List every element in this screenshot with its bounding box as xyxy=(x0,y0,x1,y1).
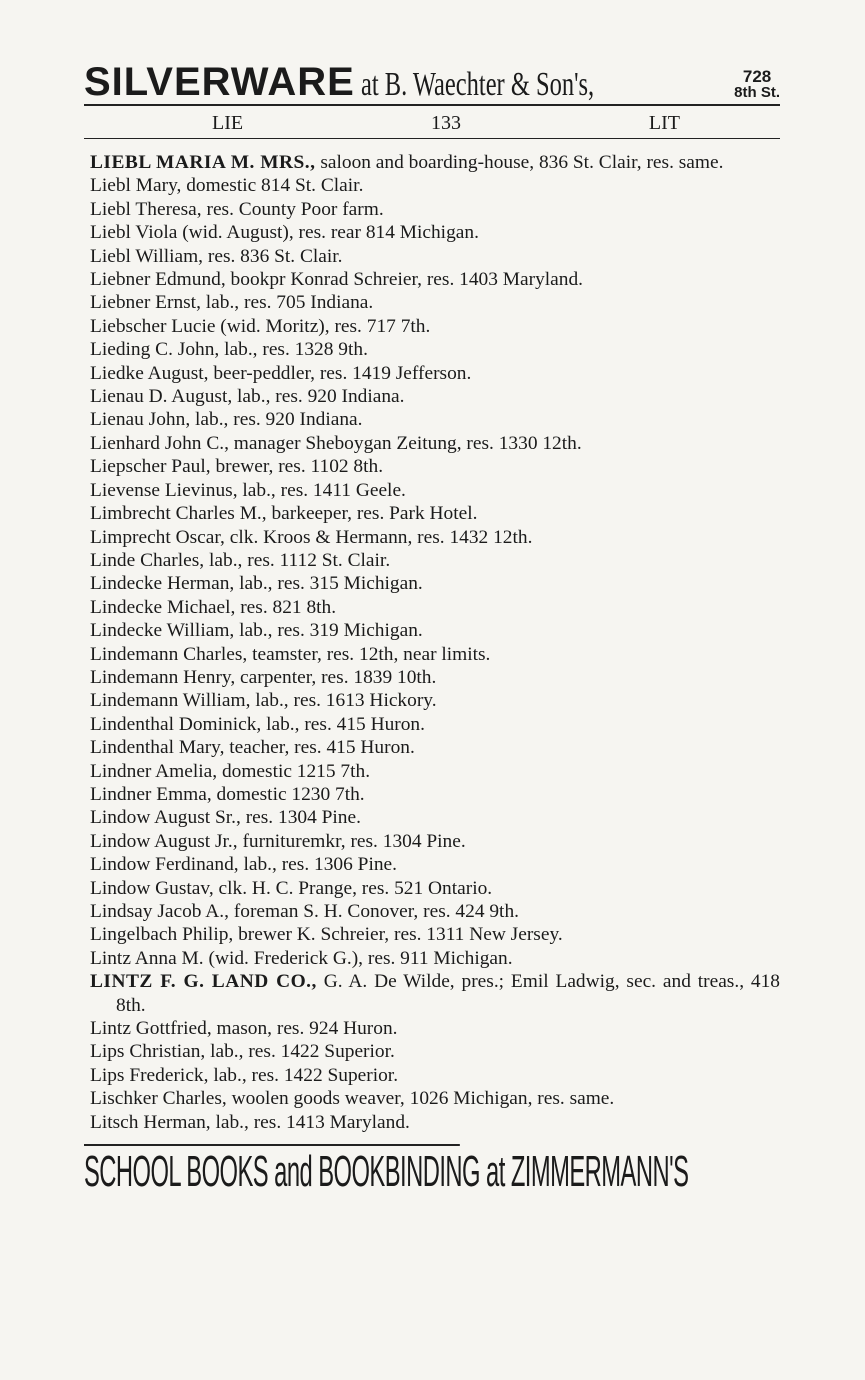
entry-name: Lips Christian, xyxy=(90,1041,206,1063)
entry-details: domestic 1215 7th. xyxy=(217,760,371,782)
ad-address-street: 8th St. xyxy=(734,84,780,101)
directory-entry xyxy=(84,1017,780,1040)
entry-details: lab., res. 315 Michigan. xyxy=(234,573,423,595)
entry-name: Lips Frederick, xyxy=(90,1064,209,1086)
running-head xyxy=(84,106,780,139)
entry-name: Lienau John, xyxy=(90,409,191,431)
directory-entry xyxy=(84,689,780,712)
directory-entry xyxy=(84,947,780,970)
directory-entry xyxy=(84,1064,780,1087)
directory-entry xyxy=(84,643,780,666)
directory-entry xyxy=(84,151,780,174)
directory-page xyxy=(84,50,780,1197)
entry-name: Lindsay Jacob A., xyxy=(90,901,229,922)
directory-entry xyxy=(84,338,780,361)
entry-details: domestic 814 St. Clair. xyxy=(181,175,364,197)
entry-details: res. 1304 Pine. xyxy=(240,807,361,829)
entry-name: Lindecke Herman, xyxy=(90,573,235,595)
entry-name: Limbrecht Charles M., xyxy=(90,503,267,525)
directory-entry xyxy=(84,572,780,595)
entry-name: Liebscher Lucie xyxy=(90,315,216,337)
directory-entries xyxy=(84,151,780,1134)
directory-entry xyxy=(84,806,780,829)
entry-name: Limprecht Oscar, xyxy=(90,526,225,548)
entry-name: Lienhard John C., xyxy=(90,432,229,454)
directory-entry xyxy=(84,1040,780,1063)
entry-details: clk. H. C. Prange, res. 521 Ontario. xyxy=(213,877,493,899)
entry-name: Lienau D. August, xyxy=(90,386,233,408)
directory-entry xyxy=(84,713,780,736)
directory-entry xyxy=(84,900,780,923)
entry-details: lab., res. 1413 Maryland. xyxy=(210,1111,410,1133)
entry-details: lab., res. 1112 St. Clair. xyxy=(204,549,391,571)
entry-details: domestic 1230 7th. xyxy=(211,783,365,805)
entry-details: lab., res. 1306 Pine. xyxy=(238,854,397,876)
entry-name: Litsch Herman, xyxy=(90,1111,211,1133)
page-number: 133 xyxy=(431,112,461,134)
entry-name: Liebner Edmund, xyxy=(90,269,226,291)
directory-entry xyxy=(84,408,780,431)
entry-details: saloon and boarding-house, 836 St. Clair, res. same. xyxy=(315,152,724,173)
entry-details: lab., res. 1422 Superior. xyxy=(205,1041,395,1063)
directory-entry xyxy=(84,174,780,197)
ad-keyword: SILVERWARE xyxy=(84,60,355,104)
directory-entry xyxy=(84,502,780,525)
entry-name: Liebl Viola xyxy=(90,222,178,244)
entry-details: teacher, res. 415 Huron. xyxy=(224,737,415,759)
directory-entry xyxy=(84,596,780,619)
entry-name: Liepscher Paul, xyxy=(90,456,211,478)
entry-name: Lindemann Charles, xyxy=(90,643,248,665)
directory-entry xyxy=(84,479,780,502)
entry-details: lab., res. 1613 Hickory. xyxy=(250,690,437,712)
directory-entry xyxy=(84,291,780,314)
entry-name: Linde Charles, xyxy=(90,549,205,571)
entry-details: G. A. De Wilde, pres.; Emil Ladwig, sec. and treas., 418 8th. xyxy=(116,971,780,1016)
entry-details: lab., res. 705 Indiana. xyxy=(200,292,374,314)
entry-name: Lindner Emma, xyxy=(90,783,212,805)
entry-details: manager Sheboygan Zeitung, res. 1330 12th. xyxy=(228,432,582,454)
entry-name: Lindow August Jr., xyxy=(90,830,238,852)
entry-name: Liebl Mary, xyxy=(90,175,182,197)
entry-name: Liebl Theresa, xyxy=(90,198,202,220)
directory-entry xyxy=(84,666,780,689)
entry-details: brewer, res. 1102 8th. xyxy=(210,456,384,478)
guide-word-left: LIE xyxy=(212,112,244,134)
entry-name: Lischker Charles, xyxy=(90,1088,227,1110)
entry-name: Lindemann Henry, xyxy=(90,666,236,688)
directory-entry xyxy=(84,315,780,338)
entry-name: Lievense Lievinus, xyxy=(90,479,238,501)
entry-details: (wid. August), res. rear 814 Michigan. xyxy=(177,222,479,244)
entry-details: lab., res. 415 Huron. xyxy=(261,713,425,735)
entry-name: Lindenthal Dominick, xyxy=(90,713,262,735)
directory-entry xyxy=(84,970,780,1017)
directory-entry xyxy=(84,549,780,572)
entry-details: clk. Kroos & Hermann, res. 1432 12th. xyxy=(224,526,533,548)
entry-name: Lindow Gustav, xyxy=(90,877,214,899)
entry-details: teamster, res. 12th, near limits. xyxy=(247,643,491,665)
entry-details: barkeeper, res. Park Hotel. xyxy=(266,503,478,525)
entry-details: bookpr Konrad Schreier, res. 1403 Maryland. xyxy=(225,269,584,291)
entry-details: res. County Poor farm. xyxy=(201,198,384,220)
entry-name: Lindecke William, xyxy=(90,620,235,642)
entry-details: furnituremkr, res. 1304 Pine. xyxy=(237,830,466,852)
entry-details: lab., res. 920 Indiana. xyxy=(190,409,363,431)
footer-advertisement: SCHOOL BOOKS and BOOKBINDING at ZIMMERMANN'S xyxy=(84,1144,460,1194)
directory-entry xyxy=(84,245,780,268)
entry-details: lab., res. 319 Michigan. xyxy=(234,620,423,642)
entry-name: Lingelbach Philip, xyxy=(90,924,234,946)
directory-entry xyxy=(84,923,780,946)
entry-details: lab., res. 1328 9th. xyxy=(219,339,368,361)
entry-name: Lieding C. John, xyxy=(90,339,220,361)
ad-address xyxy=(734,68,780,100)
directory-entry xyxy=(84,526,780,549)
ad-address-number: 728 xyxy=(742,67,772,86)
entry-name: Liedke August, xyxy=(90,362,209,384)
entry-details: (wid. Moritz), res. 717 7th. xyxy=(215,315,431,337)
entry-name: Lindner Amelia, xyxy=(90,760,218,782)
entry-details: woolen goods weaver, 1026 Michigan, res. same. xyxy=(226,1088,615,1110)
entry-name: LINTZ F. G. LAND CO., xyxy=(90,971,317,993)
entry-details: res. 836 St. Clair. xyxy=(203,245,343,267)
directory-entry xyxy=(84,1111,780,1134)
entry-details: mason, res. 924 Huron. xyxy=(211,1018,398,1040)
entry-name: Lindemann William, xyxy=(90,690,251,712)
entry-name: Lintz Anna M. xyxy=(90,947,204,969)
directory-entry xyxy=(84,877,780,900)
entry-details: (wid. Frederick G.), res. 911 Michigan. xyxy=(203,947,513,969)
entry-name: Lindecke Michael, xyxy=(90,596,236,618)
directory-entry xyxy=(84,455,780,478)
entry-details: beer-peddler, res. 1419 Jefferson. xyxy=(208,362,472,384)
ad-business-name: at B. Waechter & Son's, xyxy=(360,66,594,103)
entry-name: Lindow August Sr., xyxy=(90,807,241,829)
directory-entry xyxy=(84,783,780,806)
directory-entry xyxy=(84,268,780,291)
entry-details: foreman S. H. Conover, res. 424 9th. xyxy=(228,901,519,922)
entry-name: Lindow Ferdinand, xyxy=(90,854,239,876)
directory-entry xyxy=(84,619,780,642)
header-advertisement xyxy=(84,50,780,106)
entry-details: brewer K. Schreier, res. 1311 New Jersey. xyxy=(233,924,563,946)
directory-entry xyxy=(84,385,780,408)
directory-entry xyxy=(84,221,780,244)
entry-details: res. 821 8th. xyxy=(235,596,337,618)
directory-entry xyxy=(84,830,780,853)
directory-entry xyxy=(84,760,780,783)
entry-name: LIEBL MARIA M. MRS., xyxy=(90,152,316,173)
entry-details: lab., res. 920 Indiana. xyxy=(232,386,405,408)
entry-details: carpenter, res. 1839 10th. xyxy=(235,666,437,688)
directory-entry xyxy=(84,1087,780,1110)
entry-details: lab., res. 1422 Superior. xyxy=(208,1064,399,1086)
directory-entry xyxy=(84,736,780,759)
directory-entry xyxy=(84,853,780,876)
entry-name: Liebner Ernst, xyxy=(90,292,201,314)
directory-entry xyxy=(84,432,780,455)
entry-name: Lintz Gottfried, xyxy=(90,1018,212,1040)
guide-word-right: LIT xyxy=(648,112,680,134)
directory-entry xyxy=(84,198,780,221)
entry-details: lab., res. 1411 Geele. xyxy=(237,479,406,501)
directory-entry xyxy=(84,362,780,385)
entry-name: Lindenthal Mary, xyxy=(90,737,225,759)
entry-name: Liebl William, xyxy=(90,245,204,267)
